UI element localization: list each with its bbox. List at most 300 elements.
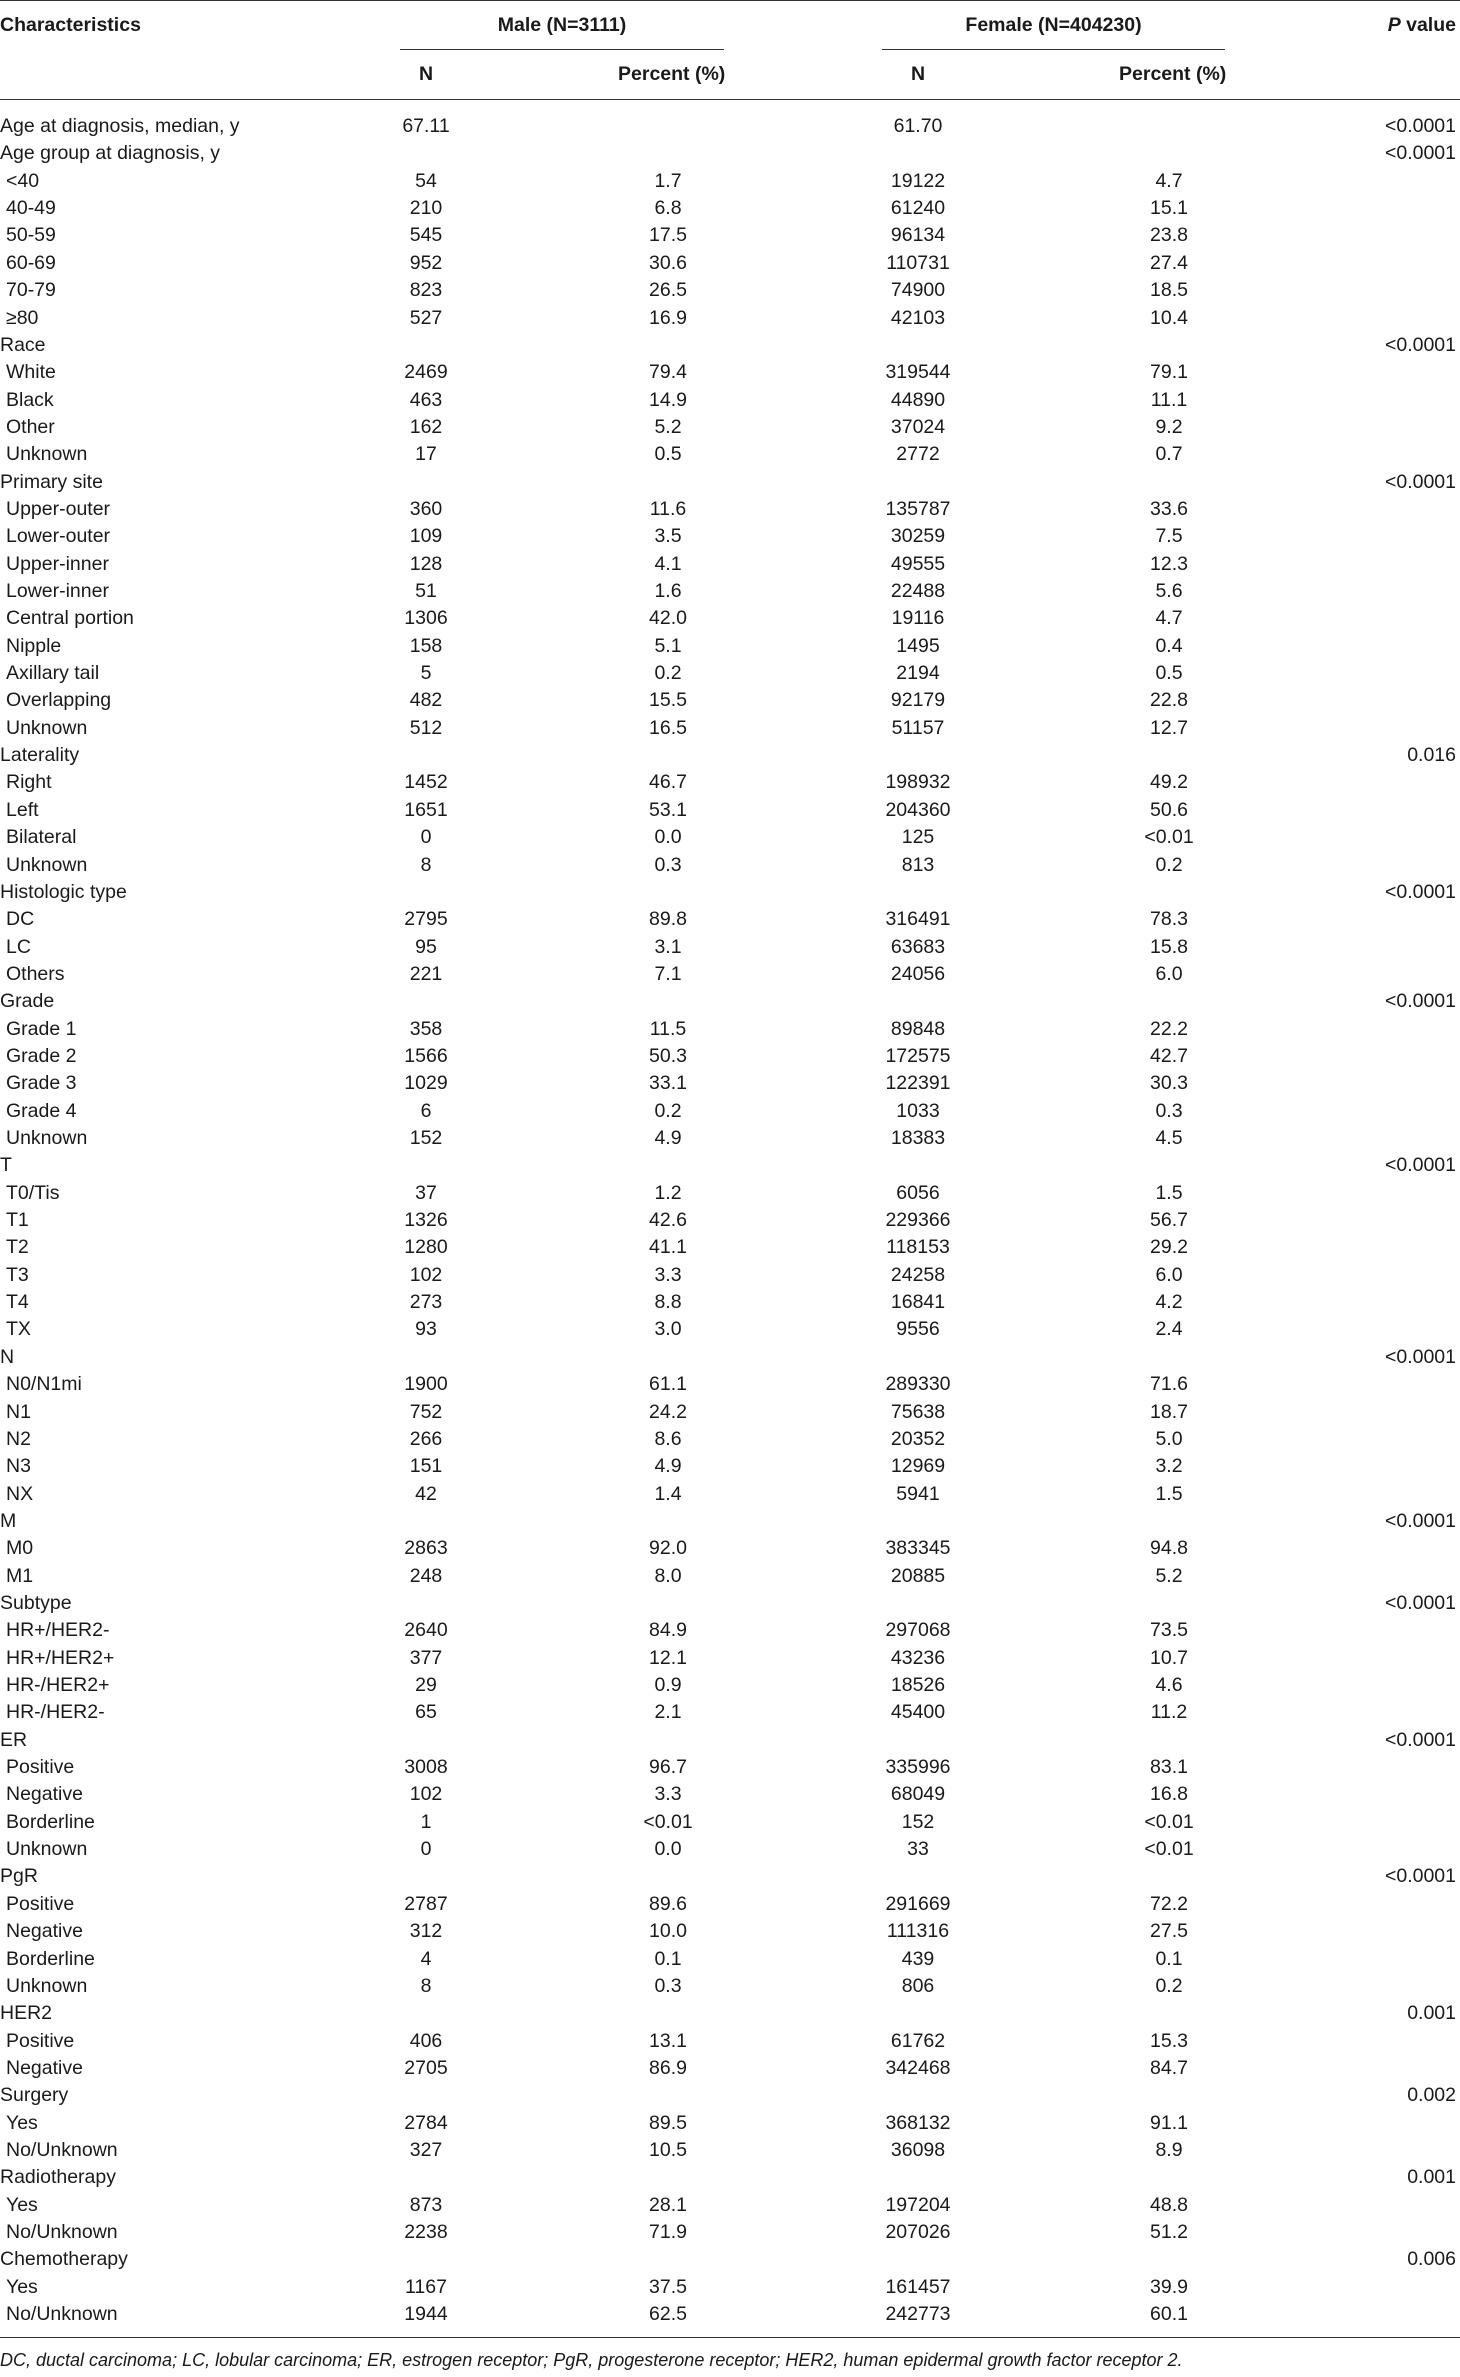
- male-percent-cell: 26.5: [649, 279, 687, 302]
- row-sublabel: Axillary tail: [6, 662, 100, 684]
- female-n-cell: 20885: [890, 1564, 946, 1587]
- female-n-cell: 383345: [885, 1537, 951, 1560]
- male-percent-cell: 89.6: [649, 1892, 687, 1915]
- female-percent-cell: 42.7: [1150, 1044, 1188, 1067]
- female-percent-cell: 72.2: [1150, 1892, 1188, 1915]
- p-value-cell: <0.0001: [1384, 142, 1456, 165]
- female-n-cell: 2194: [896, 662, 940, 684]
- female-percent-cell: 22.2: [1150, 1017, 1188, 1040]
- female-n-cell: 19116: [891, 607, 945, 630]
- male-percent-cell: 42.6: [649, 1209, 687, 1231]
- male-percent-cell: 42.0: [649, 607, 687, 630]
- female-percent-cell: 4.2: [1155, 1291, 1183, 1313]
- female-n-cell: 49555: [890, 552, 946, 575]
- male-percent-cell: 0.2: [654, 1099, 682, 1122]
- male-percent-cell: 13.1: [649, 2029, 687, 2052]
- row-category-label: Race: [0, 333, 46, 356]
- female-n-cell: 45400: [890, 1701, 946, 1724]
- row-sublabel: Yes: [6, 2111, 38, 2134]
- female-percent-cell: 56.7: [1150, 1209, 1188, 1231]
- male-percent-cell: 8.6: [654, 1427, 682, 1450]
- row-category-label: Grade: [0, 990, 55, 1013]
- male-percent-cell: 30.6: [649, 251, 687, 274]
- male-percent-cell: 41.1: [649, 1236, 687, 1259]
- row-sublabel: Lower-inner: [6, 580, 109, 602]
- male-n-cell: 37: [415, 1181, 437, 1204]
- male-n-cell: 1167: [405, 2275, 447, 2298]
- row-sublabel: N3: [6, 1455, 31, 1478]
- male-n-cell: 1: [420, 1810, 432, 1833]
- male-n-cell: 545: [409, 224, 443, 247]
- male-percent-cell: 1.6: [654, 580, 682, 602]
- female-percent-cell: 15.3: [1150, 2029, 1188, 2052]
- female-n-cell: 44890: [890, 388, 946, 411]
- male-percent-cell: 3.3: [654, 1783, 682, 1806]
- female-n-cell: 89848: [890, 1017, 946, 1040]
- table-bottom-rule: [0, 2337, 1460, 2338]
- header-male-percent: Percent (%): [618, 63, 726, 85]
- male-percent-cell: 0.0: [654, 1838, 682, 1861]
- row-sublabel: 50-59: [6, 224, 56, 247]
- female-percent-cell: 27.4: [1150, 251, 1188, 274]
- male-percent-cell: 1.7: [654, 169, 682, 192]
- male-n-cell: 95: [415, 935, 437, 958]
- female-percent-cell: 12.7: [1150, 716, 1188, 739]
- male-n-cell: 2863: [404, 1537, 448, 1560]
- male-n-cell: 8: [420, 853, 432, 876]
- male-n-cell: 17: [415, 443, 437, 466]
- row-sublabel: HR-/HER2+: [6, 1674, 110, 1696]
- male-n-cell: 266: [409, 1427, 443, 1450]
- female-n-cell: 6056: [896, 1181, 940, 1204]
- male-n-cell: 1452: [404, 771, 448, 794]
- row-sublabel: NX: [6, 1482, 34, 1505]
- male-percent-cell: 1.4: [654, 1482, 682, 1505]
- male-percent-cell: 0.9: [654, 1674, 682, 1696]
- male-percent-cell: 50.3: [649, 1044, 687, 1067]
- p-value-cell: <0.0001: [1384, 1865, 1456, 1888]
- female-percent-cell: 27.5: [1150, 1920, 1188, 1943]
- female-n-cell: 12969: [890, 1455, 946, 1478]
- female-n-cell: 63683: [890, 935, 946, 958]
- male-percent-cell: 84.9: [649, 1619, 687, 1642]
- row-sublabel: 60-69: [6, 251, 56, 274]
- row-sublabel: Other: [6, 415, 55, 438]
- female-percent-cell: 9.2: [1155, 415, 1183, 438]
- row-sublabel: Right: [6, 771, 52, 794]
- female-n-cell: 37024: [890, 415, 946, 438]
- female-percent-cell: 0.1: [1155, 1947, 1183, 1970]
- male-n-cell: 51: [415, 580, 437, 602]
- female-percent-cell: 1.5: [1155, 1482, 1183, 1505]
- p-value-cell: <0.0001: [1384, 1509, 1456, 1532]
- row-sublabel: Grade 3: [6, 1072, 77, 1095]
- row-category-label: T: [0, 1154, 12, 1177]
- male-percent-cell: 8.0: [654, 1564, 682, 1587]
- row-category-label: Age at diagnosis, median, y: [0, 115, 240, 137]
- male-percent-cell: 3.5: [654, 525, 682, 548]
- female-n-cell: 61.70: [893, 115, 943, 137]
- male-percent-cell: 89.8: [649, 908, 687, 931]
- male-n-cell: 512: [409, 716, 443, 739]
- female-n-cell: 135787: [885, 497, 951, 520]
- row-sublabel: Borderline: [6, 1947, 95, 1970]
- header-bottom-rule: [0, 99, 1460, 100]
- row-sublabel: T4: [6, 1291, 29, 1313]
- row-sublabel: HR+/HER2-: [6, 1619, 110, 1642]
- male-n-cell: 128: [409, 552, 443, 575]
- female-percent-cell: 94.8: [1150, 1537, 1188, 1560]
- female-n-cell: 1495: [896, 634, 940, 657]
- female-percent-cell: <0.01: [1144, 1838, 1194, 1861]
- female-percent-cell: 73.5: [1150, 1619, 1188, 1642]
- header-p-italic: P: [1387, 14, 1401, 36]
- male-n-cell: 873: [409, 2193, 443, 2216]
- row-sublabel: Nipple: [6, 634, 62, 657]
- male-n-cell: 2784: [404, 2111, 448, 2134]
- female-n-cell: 19122: [890, 169, 946, 192]
- male-percent-cell: 12.1: [649, 1646, 687, 1669]
- female-percent-cell: 71.6: [1150, 1373, 1188, 1396]
- header-male-group: Male (N=3111): [497, 14, 627, 36]
- male-percent-cell: 0.2: [654, 662, 682, 684]
- row-sublabel: No/Unknown: [6, 2303, 118, 2325]
- female-percent-cell: 29.2: [1150, 1236, 1188, 1259]
- male-percent-cell: <0.01: [643, 1810, 693, 1833]
- male-n-cell: 327: [409, 2138, 443, 2161]
- male-percent-cell: 10.5: [649, 2138, 687, 2161]
- female-percent-cell: 0.2: [1155, 853, 1183, 876]
- p-value-cell: 0.016: [1407, 744, 1456, 767]
- female-n-cell: 242773: [885, 2303, 951, 2325]
- p-value-cell: 0.002: [1407, 2084, 1456, 2107]
- row-sublabel: Yes: [6, 2275, 38, 2298]
- male-percent-cell: 3.0: [654, 1318, 682, 1341]
- male-n-cell: 162: [409, 415, 443, 438]
- row-category-label: ER: [0, 1728, 28, 1751]
- female-percent-cell: 10.7: [1150, 1646, 1188, 1669]
- row-category-label: Radiotherapy: [0, 2166, 116, 2189]
- p-value-cell: <0.0001: [1384, 1591, 1456, 1614]
- female-percent-cell: 11.1: [1150, 388, 1188, 411]
- female-n-cell: 335996: [885, 1756, 951, 1778]
- row-sublabel: Negative: [6, 1920, 83, 1943]
- male-n-cell: 2469: [404, 361, 448, 384]
- p-value-cell: 0.001: [1407, 2166, 1456, 2189]
- row-sublabel: Positive: [6, 2029, 75, 2052]
- male-n-cell: 2795: [404, 908, 448, 931]
- female-percent-cell: 15.1: [1150, 197, 1188, 220]
- row-sublabel: HR+/HER2+: [6, 1646, 115, 1669]
- female-n-cell: 122391: [885, 1072, 951, 1095]
- row-sublabel: T0/Tis: [6, 1181, 60, 1204]
- female-percent-cell: 3.2: [1155, 1455, 1183, 1478]
- female-n-cell: 5941: [896, 1482, 940, 1505]
- header-p-value: [1388, 12, 1456, 39]
- male-percent-cell: 62.5: [649, 2303, 687, 2325]
- p-value-cell: <0.0001: [1384, 470, 1456, 493]
- row-sublabel: HR-/HER2-: [6, 1701, 105, 1724]
- row-sublabel: Positive: [6, 1756, 75, 1778]
- female-n-cell: 125: [901, 826, 935, 849]
- row-sublabel: T1: [6, 1209, 29, 1231]
- female-n-cell: 9556: [896, 1318, 940, 1341]
- male-percent-cell: 4.9: [654, 1455, 682, 1478]
- female-percent-cell: 18.5: [1150, 279, 1188, 302]
- row-sublabel: T2: [6, 1236, 29, 1259]
- male-n-cell: 93: [415, 1318, 437, 1341]
- female-percent-cell: 50.6: [1150, 798, 1188, 821]
- female-n-cell: 806: [901, 1974, 935, 1997]
- male-n-cell: 109: [409, 525, 443, 548]
- female-percent-cell: 49.2: [1150, 771, 1188, 794]
- female-percent-cell: 4.6: [1155, 1674, 1183, 1696]
- row-sublabel: Unknown: [6, 443, 88, 466]
- female-n-cell: 118153: [886, 1236, 950, 1259]
- female-percent-cell: 83.1: [1150, 1756, 1188, 1778]
- row-sublabel: Unknown: [6, 1127, 88, 1149]
- row-category-label: Laterality: [0, 744, 80, 767]
- row-sublabel: ≥80: [6, 306, 39, 329]
- female-n-cell: 439: [901, 1947, 935, 1970]
- row-category-label: Chemotherapy: [0, 2248, 128, 2271]
- row-sublabel: White: [6, 361, 56, 384]
- row-category-label: Surgery: [0, 2084, 69, 2107]
- male-n-cell: 29: [415, 1674, 437, 1696]
- male-n-cell: 3008: [404, 1756, 448, 1778]
- female-percent-cell: 60.1: [1150, 2303, 1188, 2325]
- row-sublabel: Others: [6, 962, 65, 985]
- female-n-cell: 51157: [891, 716, 945, 739]
- male-n-cell: 358: [409, 1017, 443, 1040]
- female-n-cell: 18526: [890, 1674, 946, 1696]
- male-percent-cell: 7.1: [654, 962, 682, 985]
- female-n-cell: 297068: [885, 1619, 951, 1642]
- male-n-cell: 210: [409, 197, 443, 220]
- female-percent-cell: 16.8: [1150, 1783, 1188, 1806]
- row-sublabel: N1: [6, 1400, 31, 1423]
- female-n-cell: 61762: [890, 2029, 946, 2052]
- row-sublabel: Lower-outer: [6, 525, 111, 548]
- header-female-group: Female (N=404230): [965, 14, 1142, 36]
- row-sublabel: M0: [6, 1537, 34, 1560]
- female-n-cell: 24258: [890, 1263, 946, 1286]
- male-n-cell: 1326: [404, 1209, 448, 1231]
- male-n-cell: 151: [409, 1455, 443, 1478]
- female-percent-cell: <0.01: [1144, 826, 1194, 849]
- male-percent-cell: 96.7: [649, 1756, 687, 1778]
- female-percent-cell: 0.4: [1155, 634, 1183, 657]
- male-percent-cell: 10.0: [649, 1920, 687, 1943]
- male-n-cell: 5: [420, 662, 432, 684]
- female-n-cell: 61240: [890, 197, 946, 220]
- row-sublabel: 40-49: [6, 197, 56, 220]
- row-sublabel: 70-79: [6, 279, 56, 302]
- row-sublabel: No/Unknown: [6, 2221, 118, 2243]
- female-percent-cell: 4.5: [1155, 1127, 1183, 1149]
- male-n-cell: 952: [409, 251, 443, 274]
- male-percent-cell: 8.8: [654, 1291, 682, 1313]
- male-percent-cell: 28.1: [649, 2193, 687, 2216]
- row-sublabel: <40: [6, 169, 40, 192]
- female-percent-cell: 2.4: [1155, 1318, 1183, 1341]
- male-percent-cell: 3.3: [654, 1263, 682, 1286]
- p-value-cell: 0.001: [1407, 2002, 1456, 2025]
- male-n-cell: 1280: [404, 1236, 448, 1259]
- row-sublabel: Negative: [6, 2056, 83, 2079]
- female-percent-cell: 78.3: [1150, 908, 1188, 931]
- male-n-cell: 8: [420, 1974, 432, 1997]
- row-sublabel: Black: [6, 388, 54, 411]
- female-percent-cell: 5.6: [1155, 580, 1183, 602]
- female-percent-cell: 30.3: [1150, 1072, 1188, 1095]
- male-n-cell: 2787: [404, 1892, 448, 1915]
- female-n-cell: 2772: [896, 443, 940, 466]
- male-n-cell: 67.11: [402, 115, 450, 137]
- female-n-cell: 813: [901, 853, 935, 876]
- female-percent-cell: 0.5: [1155, 662, 1183, 684]
- row-category-label: HER2: [0, 2002, 53, 2025]
- male-percent-cell: 86.9: [649, 2056, 687, 2079]
- row-sublabel: Upper-inner: [6, 552, 109, 575]
- row-sublabel: No/Unknown: [6, 2138, 118, 2161]
- row-sublabel: Grade 4: [6, 1099, 77, 1122]
- row-category-label: N: [0, 1345, 15, 1368]
- male-n-cell: 463: [409, 388, 443, 411]
- female-percent-cell: 15.8: [1150, 935, 1188, 958]
- footnote: DC, ductal carcinoma; LC, lobular carcinoma; ER, estrogen receptor; PgR, progesterone receptor; HER2, human epidermal growth factor receptor 2.: [0, 2350, 1183, 2370]
- female-percent-cell: 23.8: [1150, 224, 1188, 247]
- male-n-cell: 527: [409, 306, 443, 329]
- female-n-cell: 36098: [890, 2138, 946, 2161]
- row-category-label: Primary site: [0, 470, 103, 493]
- male-percent-cell: 4.9: [654, 1127, 682, 1149]
- female-percent-cell: 6.0: [1155, 962, 1183, 985]
- male-percent-cell: 5.2: [654, 415, 682, 438]
- male-n-cell: 0: [420, 826, 432, 849]
- male-n-cell: 273: [409, 1291, 443, 1313]
- row-sublabel: Negative: [6, 1783, 83, 1806]
- female-n-cell: 96134: [890, 224, 946, 247]
- female-n-cell: 42103: [890, 306, 946, 329]
- male-n-cell: 823: [409, 279, 443, 302]
- female-percent-cell: 12.3: [1150, 552, 1188, 575]
- female-percent-cell: 0.3: [1155, 1099, 1183, 1122]
- p-value-cell: <0.0001: [1384, 880, 1456, 903]
- male-percent-cell: 0.3: [654, 853, 682, 876]
- female-n-cell: 33: [907, 1838, 929, 1861]
- male-percent-cell: 14.9: [649, 388, 687, 411]
- male-percent-cell: 1.2: [654, 1181, 682, 1204]
- male-percent-cell: 11.6: [649, 497, 687, 520]
- female-n-cell: 152: [901, 1810, 935, 1833]
- male-n-cell: 102: [409, 1783, 443, 1806]
- female-percent-cell: 51.2: [1150, 2221, 1188, 2243]
- female-n-cell: 18383: [890, 1127, 946, 1149]
- female-n-cell: 198932: [885, 771, 951, 794]
- female-percent-cell: 39.9: [1150, 2275, 1188, 2298]
- female-n-cell: 16841: [890, 1291, 946, 1313]
- male-percent-cell: 92.0: [649, 1537, 687, 1560]
- female-percent-cell: 6.0: [1155, 1263, 1183, 1286]
- row-sublabel: Grade 2: [6, 1044, 77, 1067]
- male-percent-cell: 37.5: [649, 2275, 687, 2298]
- male-n-cell: 360: [409, 497, 443, 520]
- row-sublabel: Yes: [6, 2193, 38, 2216]
- p-value-cell: <0.0001: [1384, 990, 1456, 1013]
- male-n-cell: 482: [409, 689, 443, 712]
- female-percent-cell: 7.5: [1155, 525, 1183, 548]
- male-percent-cell: 5.1: [654, 634, 682, 657]
- row-sublabel: Borderline: [6, 1810, 95, 1833]
- male-percent-cell: 17.5: [649, 224, 687, 247]
- female-n-cell: 43236: [890, 1646, 946, 1669]
- female-percent-cell: 1.5: [1155, 1181, 1183, 1204]
- male-percent-cell: 16.9: [649, 306, 687, 329]
- female-n-cell: 204360: [885, 798, 951, 821]
- p-value-cell: <0.0001: [1384, 1345, 1456, 1368]
- row-sublabel: N0/N1mi: [6, 1373, 82, 1396]
- female-n-cell: 172575: [885, 1044, 951, 1067]
- female-percent-cell: 8.9: [1155, 2138, 1183, 2161]
- row-sublabel: M1: [6, 1564, 34, 1587]
- row-sublabel: Unknown: [6, 1974, 88, 1997]
- male-percent-cell: 3.1: [654, 935, 682, 958]
- row-sublabel: Unknown: [6, 853, 88, 876]
- female-percent-cell: 4.7: [1155, 169, 1183, 192]
- male-percent-cell: 53.1: [649, 798, 687, 821]
- row-sublabel: Upper-outer: [6, 497, 111, 520]
- male-percent-cell: 11.5: [649, 1017, 687, 1040]
- header-male-n: N: [418, 63, 434, 85]
- table-top-rule: [0, 0, 1460, 1]
- male-n-cell: 1651: [404, 798, 448, 821]
- p-value-cell: <0.0001: [1384, 1154, 1456, 1177]
- female-percent-cell: 48.8: [1150, 2193, 1188, 2216]
- female-n-cell: 68049: [890, 1783, 946, 1806]
- female-n-cell: 30259: [890, 525, 946, 548]
- female-n-cell: 342468: [885, 2056, 951, 2079]
- row-sublabel: LC: [6, 935, 31, 958]
- row-sublabel: TX: [6, 1318, 31, 1341]
- female-n-cell: 289330: [885, 1373, 951, 1396]
- male-percent-cell: 4.1: [654, 552, 682, 575]
- p-value-cell: <0.0001: [1384, 1728, 1456, 1751]
- female-n-cell: 24056: [890, 962, 946, 985]
- male-n-cell: 2705: [404, 2056, 448, 2079]
- female-percent-cell: 0.7: [1155, 443, 1183, 466]
- female-n-cell: 74900: [890, 279, 946, 302]
- male-percent-cell: 15.5: [649, 689, 687, 712]
- row-category-label: Subtype: [0, 1591, 72, 1614]
- row-category-label: Age group at diagnosis, y: [0, 142, 221, 165]
- p-value-cell: <0.0001: [1384, 115, 1456, 137]
- male-n-cell: 1306: [404, 607, 448, 630]
- female-n-cell: 20352: [890, 1427, 946, 1450]
- female-n-cell: 22488: [890, 580, 946, 602]
- row-sublabel: Unknown: [6, 716, 88, 739]
- male-n-cell: 42: [415, 1482, 437, 1505]
- header-female-n: N: [910, 63, 926, 85]
- male-percent-cell: 79.4: [649, 361, 687, 384]
- male-percent-cell: 0.5: [654, 443, 682, 466]
- female-n-cell: 316491: [885, 908, 951, 931]
- male-n-cell: 158: [409, 634, 443, 657]
- row-category-label: Histologic type: [0, 880, 127, 903]
- row-sublabel: Left: [6, 798, 39, 821]
- female-n-cell: 111316: [886, 1920, 950, 1943]
- row-sublabel: Central portion: [6, 607, 134, 630]
